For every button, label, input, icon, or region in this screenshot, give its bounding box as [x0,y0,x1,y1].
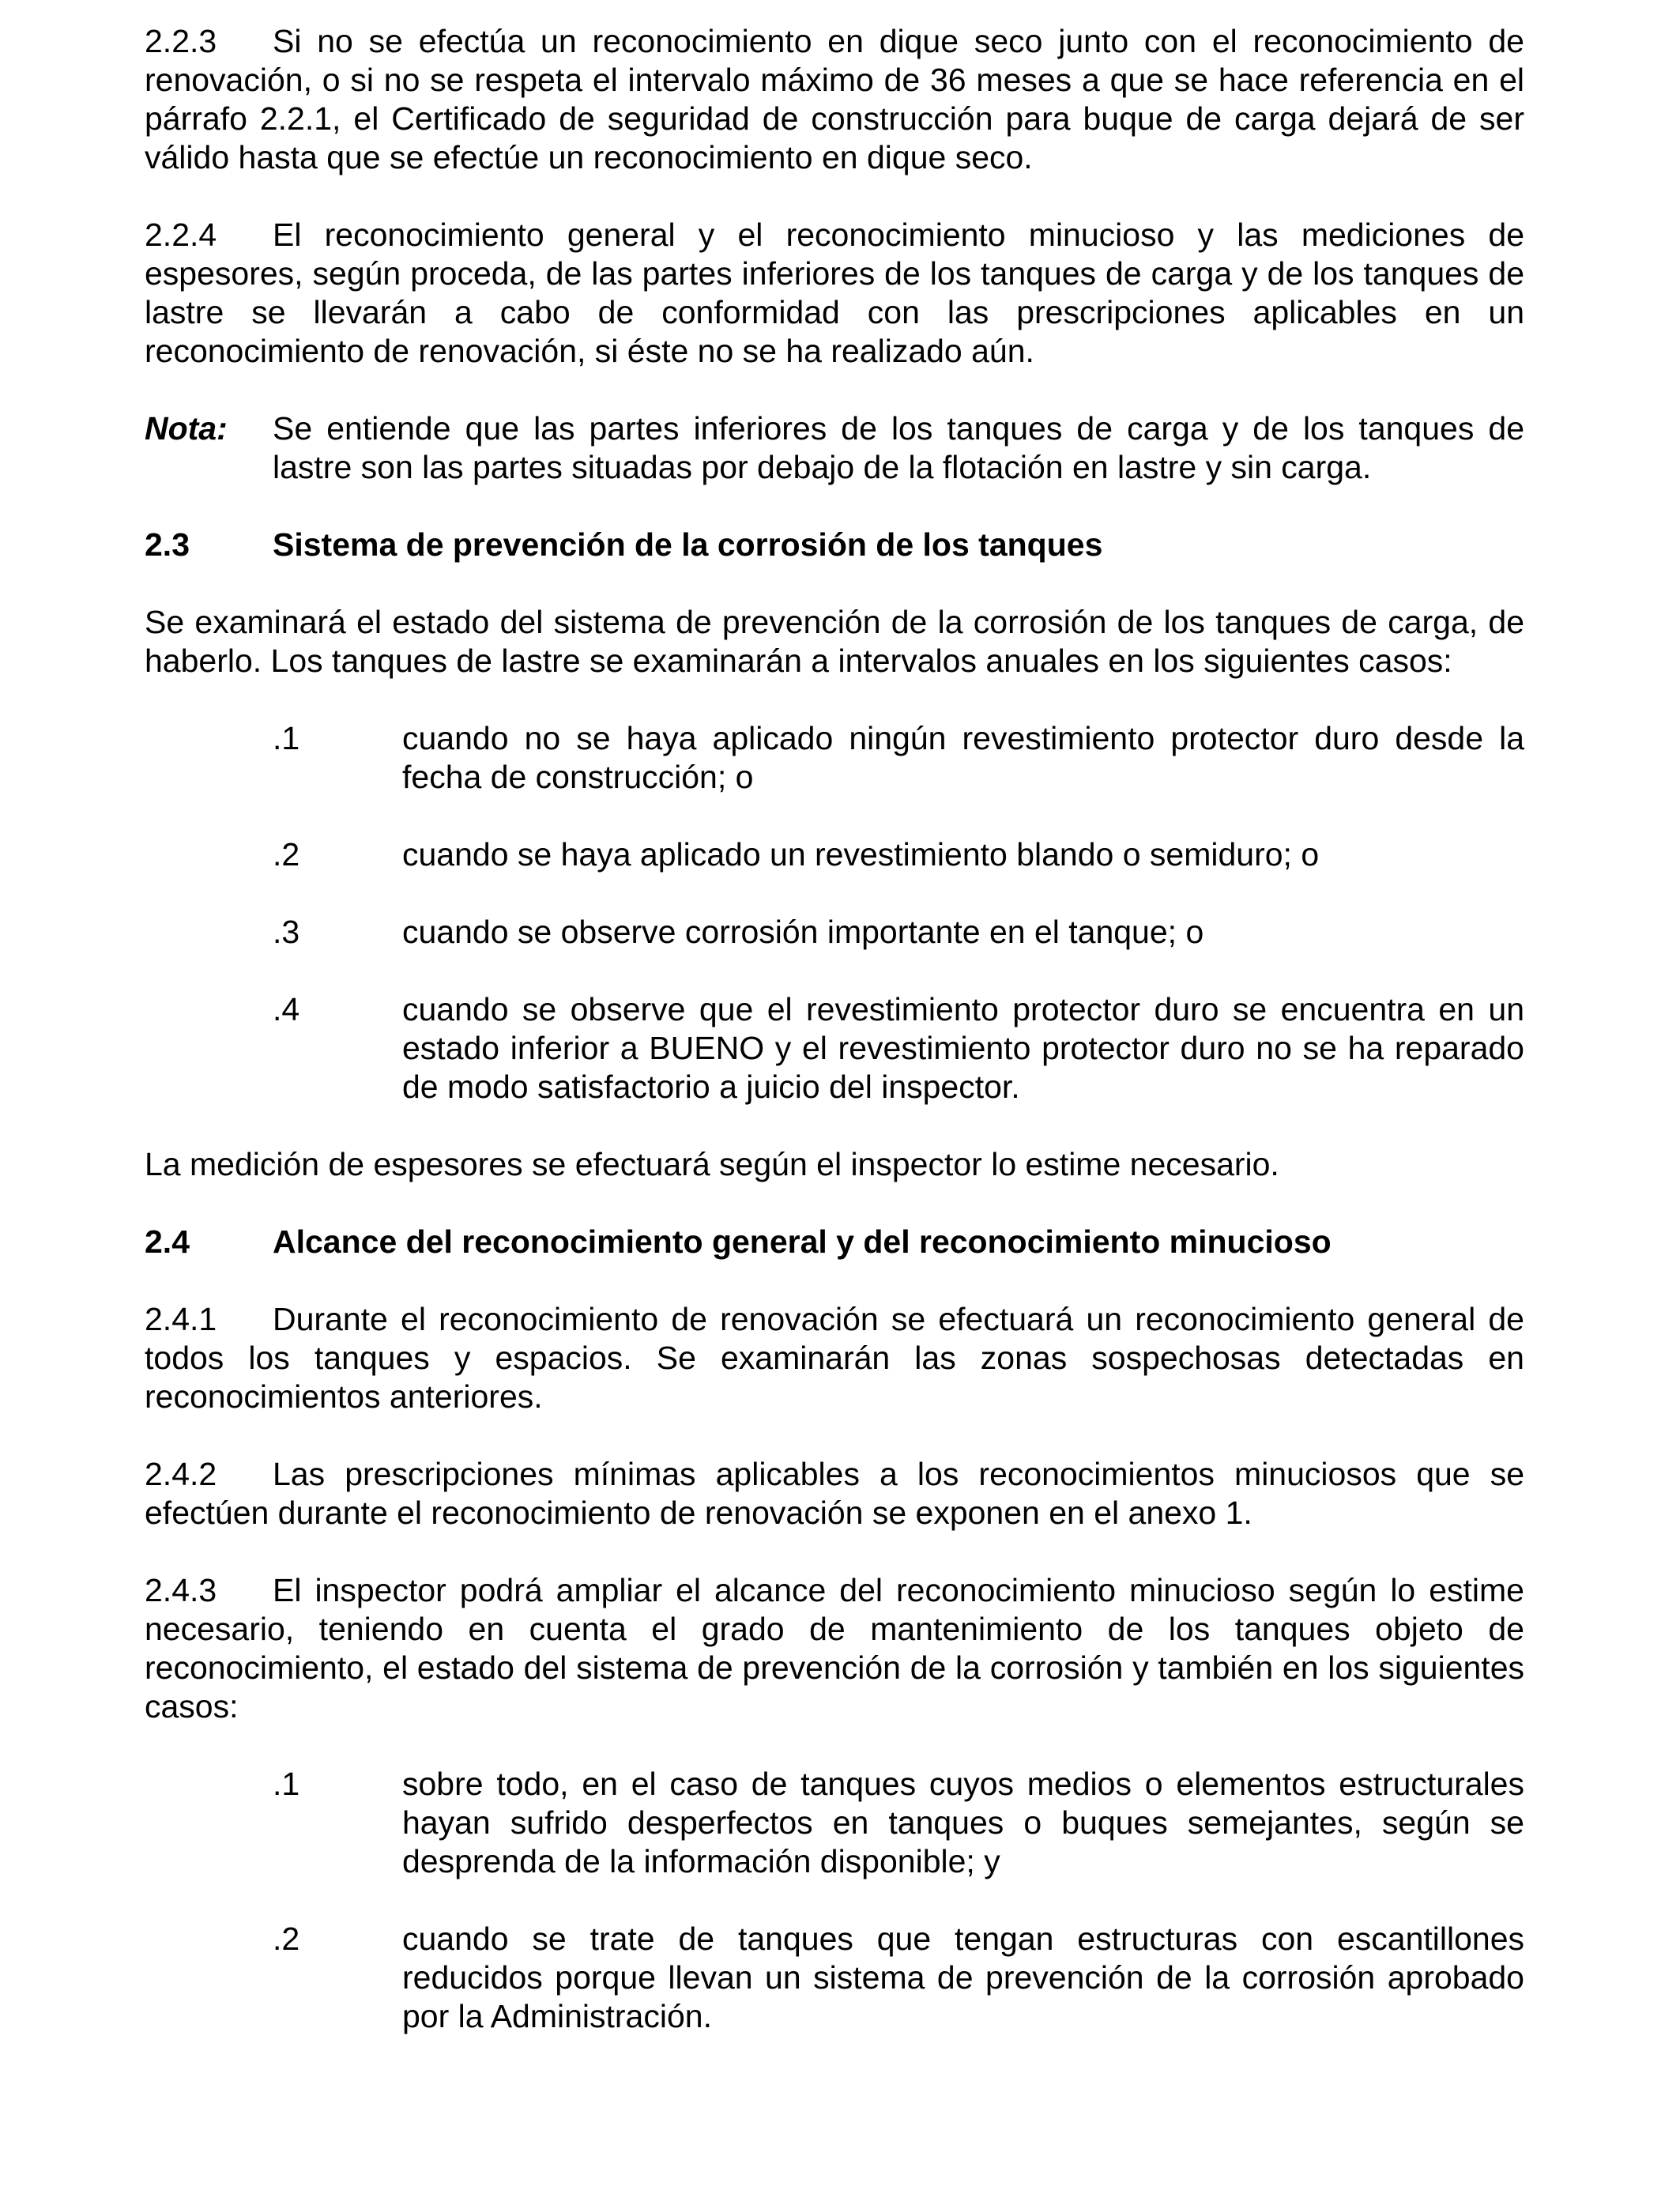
section-heading-2-3 [145,526,1524,564]
list-item [273,990,1524,1106]
note-text: Se entiende que las partes inferiores de los tanques de carga y de los tanques de lastre son las partes situadas por debajo de la flotación en lastre y sin carga. [273,410,1524,485]
list-item [273,913,1524,952]
section-2-4-list [145,1765,1524,2036]
section-title: Alcance del reconocimiento general y del reconocimiento minucioso [273,1223,1332,1260]
note-block [145,409,1524,487]
list-item-number: .2 [273,1921,300,1957]
paragraph-text: Si no se efectúa un reconocimiento en dique seco junto con el reconocimiento de renovación, o si no se respeta el intervalo máximo de 36 meses a que se hace referencia en el párrafo 2.2.1, el Certificado de seguridad de construcción para buque de carga dejará de ser válido hasta que se efectúe un reconocimiento en dique seco. [145,23,1524,175]
list-item-text: cuando se observe que el revestimiento protector duro se encuentra en un estado inferior a BUENO y el revestimiento protector duro no se ha reparado de modo satisfactorio a juicio del inspector. [402,991,1524,1105]
paragraph-2-4-3 [145,1571,1524,1726]
list-item-number: .2 [273,836,300,873]
section-2-3-list [145,719,1524,1106]
note-label: Nota: [145,410,228,447]
paragraph-2-2-4 [145,216,1524,371]
section-number: 2.3 [145,526,190,563]
document-page [145,22,1524,2075]
section-title: Sistema de prevención de la corrosión de los tanques [273,526,1103,563]
list-item [273,719,1524,797]
list-item-number: .1 [273,720,300,756]
list-item-text: cuando se observe corrosión importante en el tanque; o [402,914,1204,950]
list-item-number: .1 [273,1766,300,1802]
paragraph-number: 2.4.1 [145,1301,217,1337]
section-2-3-closing: La medición de espesores se efectuará según el inspector lo estime necesario. [145,1146,1279,1182]
list-item [273,1920,1524,2036]
section-heading-2-4 [145,1223,1524,1261]
paragraph-text: El reconocimiento general y el reconocimiento minucioso y las mediciones de espesores, según proceda, de las partes inferiores de los tanques de carga y de los tanques de lastre se llevarán a cabo de conformidad con las prescripciones aplicables en un reconocimiento de renovación, si éste no se ha realizado aún. [145,217,1524,369]
list-item-text: cuando se trate de tanques que tengan estructuras con escantillones reducidos porque llevan un sistema de prevención de la corrosión aprobado por la Administración. [402,1921,1524,2034]
paragraph-2-4-1 [145,1300,1524,1416]
list-item-text: cuando se haya aplicado un revestimiento blando o semiduro; o [402,836,1320,873]
paragraph-number: 2.4.3 [145,1572,217,1608]
paragraph-number: 2.4.2 [145,1456,217,1492]
section-2-3-intro: Se examinará el estado del sistema de prevención de la corrosión de los tanques de carga, de haberlo. Los tanques de lastre se examinarán a intervalos anuales en los siguientes casos: [145,604,1524,679]
paragraph-2-4-2 [145,1455,1524,1532]
paragraph-text: El inspector podrá ampliar el alcance del reconocimiento minucioso según lo estime necesario, teniendo en cuenta el grado de mantenimiento de los tanques objeto de reconocimiento, el estado del sistema de prevención de la corrosión y también en los siguientes casos: [145,1572,1524,1725]
paragraph-number: 2.2.4 [145,217,217,253]
list-item-text: sobre todo, en el caso de tanques cuyos medios o elementos estructurales hayan sufrido desperfectos en tanques o buques semejantes, según se desprenda de la información disponible; y [402,1766,1524,1879]
list-item [273,835,1524,874]
paragraph-text: Durante el reconocimiento de renovación se efectuará un reconocimiento general de todos los tanques y espacios. Se examinarán las zonas sospechosas detectadas en reconocimientos anteriores. [145,1301,1524,1415]
section-number: 2.4 [145,1223,190,1260]
paragraph-text: Las prescripciones mínimas aplicables a los reconocimientos minuciosos que se efectúen durante el reconocimiento de renovación se exponen en el anexo 1. [145,1456,1524,1531]
list-item-number: .4 [273,991,300,1027]
paragraph-number: 2.2.3 [145,23,217,59]
list-item [273,1765,1524,1881]
list-item-number: .3 [273,914,300,950]
paragraph-2-2-3 [145,22,1524,177]
list-item-text: cuando no se haya aplicado ningún revestimiento protector duro desde la fecha de construcción; o [402,720,1524,795]
